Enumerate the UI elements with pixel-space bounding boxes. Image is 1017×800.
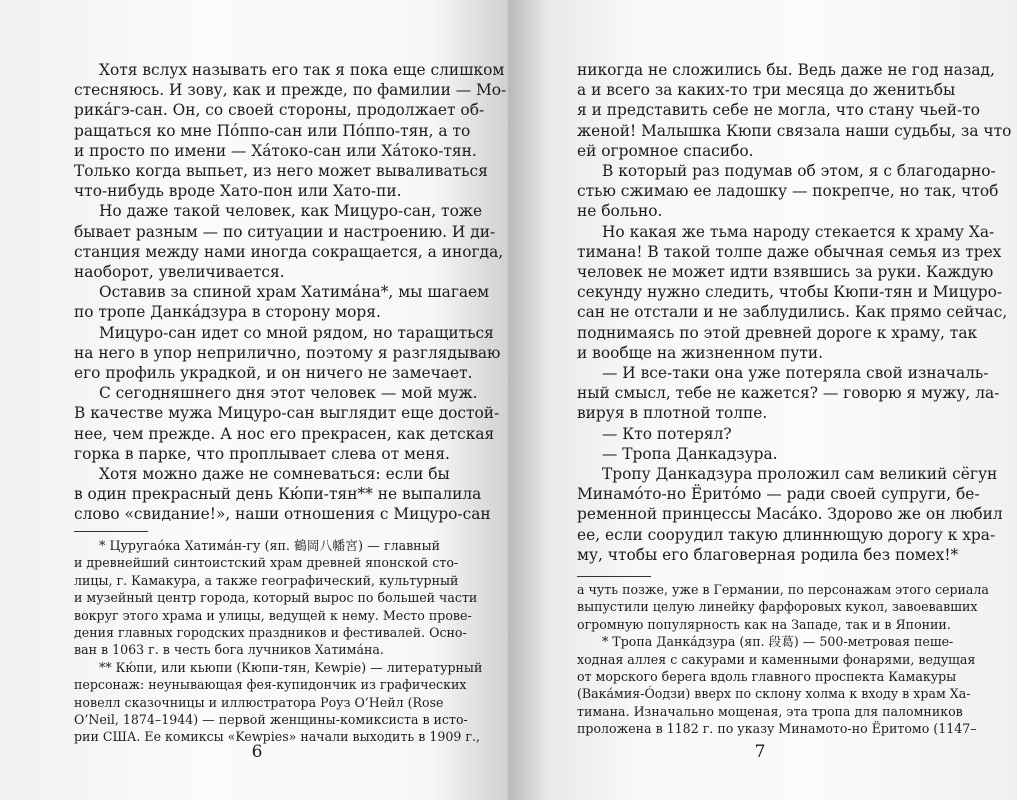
text-line: Хотя вслух называть его так я пока еще слишком xyxy=(99,61,505,79)
text-line: женой! Малышка Кюпи связала наши судьбы, за что xyxy=(577,121,1012,140)
footnote-line: новелл сказочницы и иллюстратора Роуз О’Нейл (Rose xyxy=(74,694,444,710)
text-line: — И все-таки она уже потеряла свой изначаль- xyxy=(602,364,989,383)
text-line: стесняюсь. И зову, как и прежде, по фамилии — Мо- xyxy=(74,81,507,100)
text-line: слово «свидание!», наши отношения с Мицуро-сан xyxy=(74,505,491,524)
footnote-line: от морского берега вдоль главного проспекта Камакуры xyxy=(577,669,957,685)
footnote-line: ван в 1063 г. в честь бога лучников Хатима́на. xyxy=(74,642,384,658)
page-number-left: 6 xyxy=(251,742,263,762)
left-page-footnotes xyxy=(74,537,483,746)
text-line: нее, чем прежде. А нос его прекрасен, как детская xyxy=(74,424,495,443)
footnote-line: а чуть позже, уже в Германии, по персонажам этого сериала xyxy=(577,582,989,597)
text-line: не больно. xyxy=(577,202,663,221)
right-page-footnotes xyxy=(577,581,989,738)
text-line: а и всего за каких-то три месяца до женитьбы xyxy=(577,81,956,100)
text-line: Мицуро-сан идет со мной рядом, но таращиться xyxy=(99,323,494,342)
text-line: что-нибудь вроде Хато-пон или Хато-пи. xyxy=(74,182,402,201)
text-line: человек не может идти взявшись за руки. Каждую xyxy=(577,263,994,282)
text-line: ременной принцессы Маса́ко. Здорово же он любил xyxy=(577,505,1003,524)
text-line: — Кто потерял? xyxy=(602,424,732,443)
footnote-line: вокруг этого храма и улицы, ведущей к нему. Место прове- xyxy=(74,607,472,623)
left-page xyxy=(0,0,508,800)
right-page xyxy=(508,0,1017,800)
text-line: Но даже такой человек, как Мицуро-сан, тоже xyxy=(99,202,483,221)
text-line: вируя в плотной толпе. xyxy=(577,404,768,423)
text-line: секунду нужно следить, чтобы Кюпи-тян и Мицуро- xyxy=(577,283,1003,302)
footnote-separator xyxy=(577,576,651,577)
text-line: Тропу Данкадзура проложил сам великий сёгун xyxy=(602,465,998,484)
text-line: бывает разным — по ситуации и настроению. И ди- xyxy=(74,222,496,241)
footnote-separator xyxy=(74,531,148,532)
text-line: С сегодняшнего дня этот человек — мой муж. xyxy=(99,384,478,403)
text-line: и просто по имени — Ха́токо-сан или Ха́токо-тян. xyxy=(74,141,477,160)
footnote-line: тимана. Изначально мощеная, эта тропа для паломников xyxy=(577,703,963,719)
footnote-line: персонаж: неунывающая фея-купидончик из графических xyxy=(74,677,467,693)
footnote-line: ходная аллея с сакурами и каменными фонарями, ведущая xyxy=(577,651,976,667)
footnote-line: рии США. Ее комиксы «Kewpies» начали выходить в 1909 г., xyxy=(74,729,481,745)
text-line: и вообще на жизненном пути. xyxy=(577,343,824,362)
footnote-line: * Цуругао́ка Хатима́н-гу (яп. 鶴岡八幡宮) — главный xyxy=(99,538,440,553)
footnote-line: огромную популярность как на Западе, так и в Японии. xyxy=(577,616,951,632)
text-line: стью сжимаю ее ладошку — покрепче, но так, чтоб xyxy=(577,182,999,201)
text-line: ращаться ко мне По́ппо-сан или По́ппо-тян, а то xyxy=(74,121,471,140)
footnote-line: проложена в 1182 г. по указу Минамото-но Ёритомо (1147– xyxy=(577,721,977,737)
page-number-right: 7 xyxy=(754,742,766,762)
left-page-body-text xyxy=(74,60,507,525)
text-line: тимана! В такой толпе даже обычная семья из трех xyxy=(577,242,1002,261)
text-line: по тропе Данка́дзура в сторону моря. xyxy=(74,303,381,322)
text-line: ее, если соорудил такую длиннющую дорогу к хра- xyxy=(577,525,996,544)
footnote-line: дения главных городских праздников и фестивалей. Осно- xyxy=(74,625,467,641)
footnote-line: и древнейший синтоистский храм древней японской сто- xyxy=(74,555,459,571)
text-line: Только когда выпьет, из него может вываливаться xyxy=(74,162,488,181)
text-line: горка в парке, что проплывает слева от меня. xyxy=(74,444,450,463)
text-line: Но какая же тьма народу стекается к храму Ха- xyxy=(602,222,995,241)
text-line: ей огромное спасибо. xyxy=(577,141,754,160)
text-line: Хотя можно даже не сомневаться: если бы xyxy=(99,465,450,484)
text-line: никогда не сложились бы. Ведь даже не год назад, xyxy=(577,61,995,79)
text-line: В качестве мужа Мицуро-сан выглядит еще достой- xyxy=(74,404,500,423)
text-line: поднимаясь по этой древней дороге к храму, так xyxy=(577,323,978,342)
right-page-body-text xyxy=(577,60,1012,565)
text-line: наоборот, увеличивается. xyxy=(74,263,285,282)
text-line: рика́гэ-сан. Он, со своей стороны, продолжает об- xyxy=(74,101,485,120)
text-line: на него в упор неприлично, поэтому я разглядываю xyxy=(74,343,501,362)
text-line: я и представить себе не могла, что стану чьей-то xyxy=(577,101,981,120)
text-line: ный смысл, тебе не кажется? — говорю я мужу, ла- xyxy=(577,384,1000,403)
text-line: Минамо́то-но Ёрито́мо — ради своей супруги, бе- xyxy=(577,485,980,504)
footnote-line: * Тропа Данка́дзура (яп. 段葛) — 500-метровая пеше- xyxy=(602,634,954,650)
text-line: станция между нами иногда сокращается, а иногда, xyxy=(74,242,504,261)
text-line: му, чтобы его благоверная родила без помех!* xyxy=(577,545,959,564)
footnote-line: (Вака́мия-Óодзи) вверх по склону холма к входу в храм Ха- xyxy=(577,686,971,702)
footnote-line: выпустили целую линейку фарфоровых кукол, завоевавших xyxy=(577,599,978,615)
text-line: сан не отстали и не заблудились. Как прямо сейчас, xyxy=(577,303,1008,322)
footnote-line: лицы, г. Камакура, а также географический, культурный xyxy=(74,572,459,588)
footnote-line: и музейный центр города, который вырос по большей части xyxy=(74,590,478,606)
text-line: в один прекрасный день Кю́пи-тян** не выпалила xyxy=(74,485,482,504)
footnote-line: ** Кю́пи, или кьюпи (Кюпи-тян, Kewpie) — литературный xyxy=(99,659,483,675)
text-line: Оставив за спиной храм Хатима́на*, мы шагаем xyxy=(99,283,490,302)
text-line: В который раз подумав об этом, я с благодарно- xyxy=(602,162,996,181)
text-line: его профиль украдкой, и он ничего не замечает. xyxy=(74,364,473,383)
text-line: — Тропа Данкадзура. xyxy=(602,444,778,463)
footnote-line: O’Neil, 1874–1944) — первой женщины-комиксиста в исто- xyxy=(74,712,468,728)
